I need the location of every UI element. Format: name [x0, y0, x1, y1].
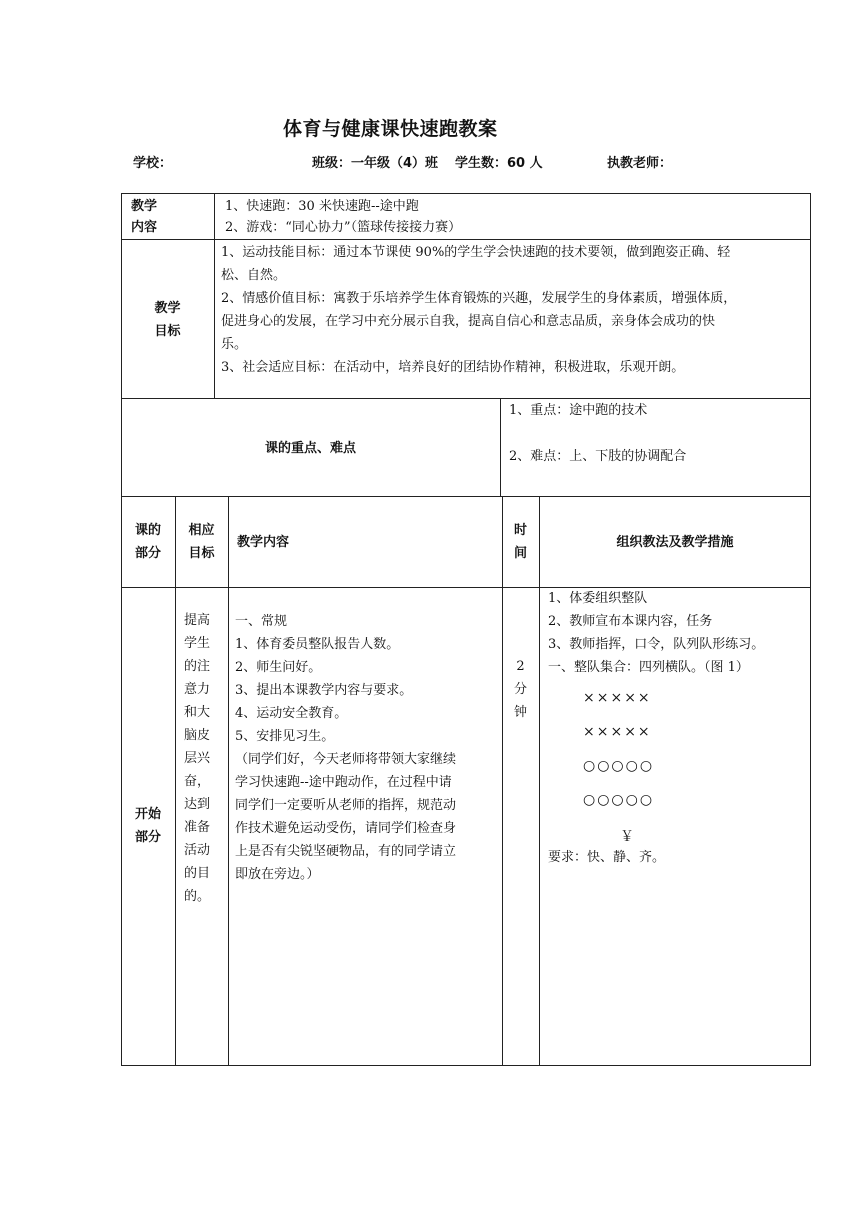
target-line: 学生 — [184, 636, 211, 651]
target-line: 的。 — [184, 889, 211, 904]
target-line: 和大 — [184, 705, 211, 720]
student-count-label: 学生数：60 人 — [455, 156, 543, 171]
target-line: 奋， — [184, 774, 211, 789]
table1-col-divider — [214, 193, 215, 399]
goals-label-line1: 教学 — [154, 301, 181, 316]
content-line: 作技术避免运动受伤，请同学们检查身 — [235, 821, 457, 836]
content-line: 5、安排见习生。 — [235, 729, 335, 744]
content-line: 2、师生问好。 — [235, 660, 322, 675]
teacher-position-icon: ￥ — [620, 829, 636, 845]
content-line: 上是否有尖锐坚硬物品，有的同学请立 — [235, 844, 457, 859]
table2-col-divider — [500, 398, 501, 497]
goals-text — [221, 241, 736, 379]
header-content: 教学内容 — [237, 535, 290, 550]
difficulty-point: 2、难点：上、下肢的协调配合 — [509, 449, 687, 464]
target-line: 达到 — [184, 797, 211, 812]
header-target-line1: 相应 — [188, 523, 215, 538]
content-line: 同学们一定要听从老师的指挥，规范动 — [235, 798, 457, 813]
header-part-line1: 课的 — [134, 523, 161, 538]
time-line: 钟 — [513, 705, 527, 720]
header-part-line2: 部分 — [134, 546, 161, 561]
target-line: 提高 — [184, 613, 211, 628]
key-point: 1、重点：途中跑的技术 — [509, 403, 648, 418]
content-line: 3、提出本课教学内容与要求。 — [235, 683, 413, 698]
start-method-text — [548, 587, 764, 679]
content-line: 1、体育委员整队报告人数。 — [235, 637, 400, 652]
formation-row-students: ○○○○○ — [583, 792, 655, 808]
key-points-label: 课的重点、难点 — [264, 441, 356, 456]
content-line: （同学们好，今天老师将带领大家继续 — [235, 752, 457, 767]
method-line: 一、整队集合：四列横队。（图 1） — [548, 660, 749, 675]
goal-line: 松、自然。 — [221, 268, 287, 283]
content-label-line1: 教学 — [131, 199, 158, 214]
lesson-table — [121, 496, 811, 1066]
content-line: 一、常规 — [235, 614, 288, 629]
start-target-text — [184, 609, 210, 908]
requirement-text: 要求：快、静、齐。 — [548, 850, 666, 865]
target-line: 意力 — [184, 682, 211, 697]
method-line: 3、教师指挥，口令，队列队形练习。 — [548, 637, 765, 652]
content-item-2: 2、游戏：“同心协力”（篮球传接接力赛） — [225, 220, 462, 235]
content-line: 4、运动安全教育。 — [235, 706, 348, 721]
method-line: 2、教师宣布本课内容，任务 — [548, 614, 713, 629]
formation-row-students: ○○○○○ — [583, 758, 655, 774]
header-time-line2: 间 — [513, 546, 527, 561]
target-line: 脑皮 — [184, 728, 211, 743]
header-method: 组织教法及教学措施 — [616, 535, 734, 550]
header-target-line2: 目标 — [188, 546, 215, 561]
goal-line: 促进身心的发展，在学习中充分展示自我，提高自信心和意志品质，亲身体会成功的快 — [221, 314, 716, 329]
table3-col2-divider — [228, 496, 229, 1066]
page-title: 体育与健康课快速跑教案 — [283, 118, 498, 140]
time-line: 分 — [513, 682, 527, 697]
target-line: 层兴 — [184, 751, 211, 766]
content-item-1: 1、快速跑：30 米快速跑--途中跑 — [225, 199, 419, 214]
time-line: 2 — [516, 659, 525, 674]
goal-line: 2、情感价值目标：寓教于乐培养学生体育锻炼的兴趣，发展学生的身体素质，增强体质， — [221, 291, 737, 306]
content-line: 即放在旁边。） — [235, 867, 320, 882]
goals-label-line2: 目标 — [154, 324, 181, 339]
start-content-text — [235, 610, 456, 886]
header-time-line1: 时 — [513, 523, 527, 538]
target-line: 活动 — [184, 843, 211, 858]
content-label-line2: 内容 — [131, 220, 158, 235]
start-part-line2: 部分 — [134, 830, 161, 845]
formation-row-students: ××××× — [583, 690, 652, 706]
goal-line: 乐。 — [221, 337, 248, 352]
goal-line: 3、社会适应目标：在活动中，培养良好的团结协作精神，积极进取，乐观开朗。 — [221, 360, 685, 375]
target-line: 准备 — [184, 820, 211, 835]
start-time-text — [502, 655, 539, 724]
goal-line: 1、运动技能目标：通过本节课使 90%的学生学会快速跑的技术要领，做到跑姿正确、轻 — [221, 245, 731, 260]
target-line: 的注 — [184, 659, 211, 674]
formation-row-students: ××××× — [583, 724, 652, 740]
target-line: 的目 — [184, 866, 211, 881]
school-label: 学校： — [133, 156, 173, 171]
class-label: 班级：一年级（4）班 — [312, 156, 439, 171]
table3-col3-divider — [502, 496, 503, 1066]
content-line: 学习快速跑--途中跑动作，在过程中请 — [235, 775, 452, 790]
table3-col1-divider — [175, 496, 176, 1066]
teacher-label: 执教老师： — [607, 156, 673, 171]
table3-col4-divider — [539, 496, 540, 1066]
start-part-line1: 开始 — [134, 807, 161, 822]
table1-row-divider — [121, 239, 811, 240]
method-line: 1、体委组织整队 — [548, 591, 648, 606]
